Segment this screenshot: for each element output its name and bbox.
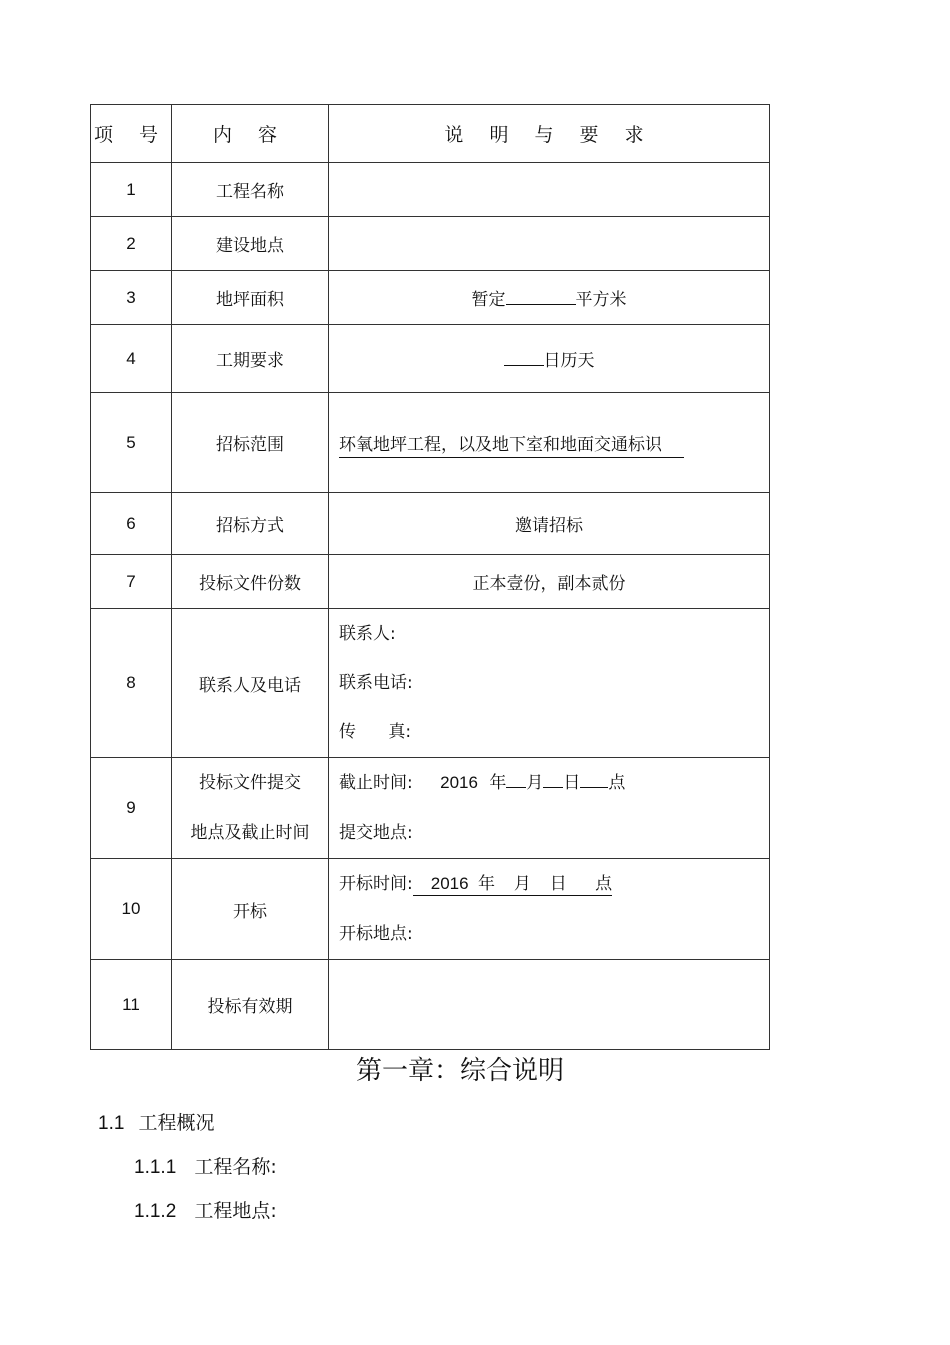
- table-row: [91, 493, 770, 555]
- section-1-1-1: [134, 1152, 277, 1179]
- section-number: 1.1: [98, 1113, 125, 1134]
- row-requirement: [329, 217, 770, 271]
- row-number: 9: [91, 758, 172, 859]
- table-row: [91, 758, 770, 859]
- table-row: [91, 393, 770, 493]
- submit-place-label: 提交地点:: [339, 823, 413, 843]
- deadline-line: [339, 758, 769, 808]
- open-time-value: 2016 年 月 日 点: [413, 874, 612, 896]
- bid-info-table: [90, 104, 770, 1050]
- row-number: 8: [91, 609, 172, 758]
- table-row: [91, 859, 770, 960]
- row-number: 4: [91, 325, 172, 393]
- section-1-1: [98, 1108, 214, 1135]
- chapter-title: 第一章：综合说明: [355, 1056, 564, 1086]
- hour-blank: [580, 770, 608, 788]
- fax-label: 传 真:: [339, 721, 412, 742]
- table-header-row: [91, 105, 770, 163]
- deadline-year: 2016: [440, 773, 478, 792]
- row-number: 2: [91, 217, 172, 271]
- header-item-no: 项 号: [91, 105, 172, 163]
- row-number: 6: [91, 493, 172, 555]
- row-requirement: [329, 325, 770, 393]
- row-number: 10: [91, 859, 172, 960]
- hour-unit: 点: [608, 773, 626, 793]
- section-title: 工程名称:: [194, 1156, 277, 1178]
- row-requirement: 正本壹份，副本贰份: [329, 555, 770, 609]
- row-requirement: [329, 393, 770, 493]
- contact-phone-label: 联系电话:: [339, 672, 413, 693]
- open-place-label: 开标地点:: [339, 924, 413, 944]
- contact-person-label: 联系人:: [339, 623, 396, 644]
- table-row: [91, 325, 770, 393]
- row-item: 地坪面积: [172, 271, 329, 325]
- table-row: [91, 960, 770, 1050]
- table-row: [91, 555, 770, 609]
- bid-scope-text: 环氧地坪工程，以及地下室和地面交通标识: [339, 435, 684, 458]
- open-time-line: [339, 859, 769, 909]
- section-number: 1.1.2: [134, 1201, 177, 1222]
- row-item: 招标范围: [172, 393, 329, 493]
- row-requirement: [329, 163, 770, 217]
- row-item: 工期要求: [172, 325, 329, 393]
- row-item: 建设地点: [172, 217, 329, 271]
- section-title: 工程概况: [138, 1112, 215, 1134]
- row-requirement: [329, 859, 770, 960]
- row-item: 开标: [172, 859, 329, 960]
- item-line: 投标文件提交: [199, 773, 301, 793]
- header-content: 内 容: [172, 105, 329, 163]
- year-unit: 年: [489, 773, 507, 793]
- section-1-1-2: [134, 1196, 277, 1223]
- day-blank: [543, 770, 563, 788]
- row-item: 招标方式: [172, 493, 329, 555]
- row-item: 工程名称: [172, 163, 329, 217]
- row-requirement: [329, 960, 770, 1050]
- row-number: 7: [91, 555, 172, 609]
- table-row: [91, 217, 770, 271]
- month-blank: [506, 770, 526, 788]
- duration-blank: [504, 348, 544, 366]
- item-line: 地点及截止时间: [190, 823, 310, 843]
- day-unit: 日: [563, 773, 581, 793]
- table-row: [91, 271, 770, 325]
- table-row: [91, 163, 770, 217]
- row-item: 联系人及电话: [172, 609, 329, 758]
- row-item: 投标有效期: [172, 960, 329, 1050]
- row-requirement: [329, 271, 770, 325]
- row-number: 3: [91, 271, 172, 325]
- row-number: 5: [91, 393, 172, 493]
- section-number: 1.1.1: [134, 1157, 177, 1178]
- table-row: [91, 609, 770, 758]
- month-unit: 月: [526, 773, 544, 793]
- row-item: 投标文件份数: [172, 555, 329, 609]
- open-time-label: 开标时间:: [339, 874, 413, 894]
- row-requirement: [329, 609, 770, 758]
- row-requirement: 邀请招标: [329, 493, 770, 555]
- deadline-label: 截止时间:: [339, 773, 413, 793]
- row-item: [172, 758, 329, 859]
- section-title: 工程地点:: [194, 1200, 277, 1222]
- row-requirement: [329, 758, 770, 859]
- duration-unit: 日历天: [543, 351, 595, 371]
- area-prefix: 暂定: [471, 290, 506, 310]
- header-requirements: 说 明 与 要 求: [329, 105, 770, 163]
- area-blank: [506, 287, 576, 305]
- area-unit: 平方米: [575, 290, 627, 310]
- row-number: 11: [91, 960, 172, 1050]
- row-number: 1: [91, 163, 172, 217]
